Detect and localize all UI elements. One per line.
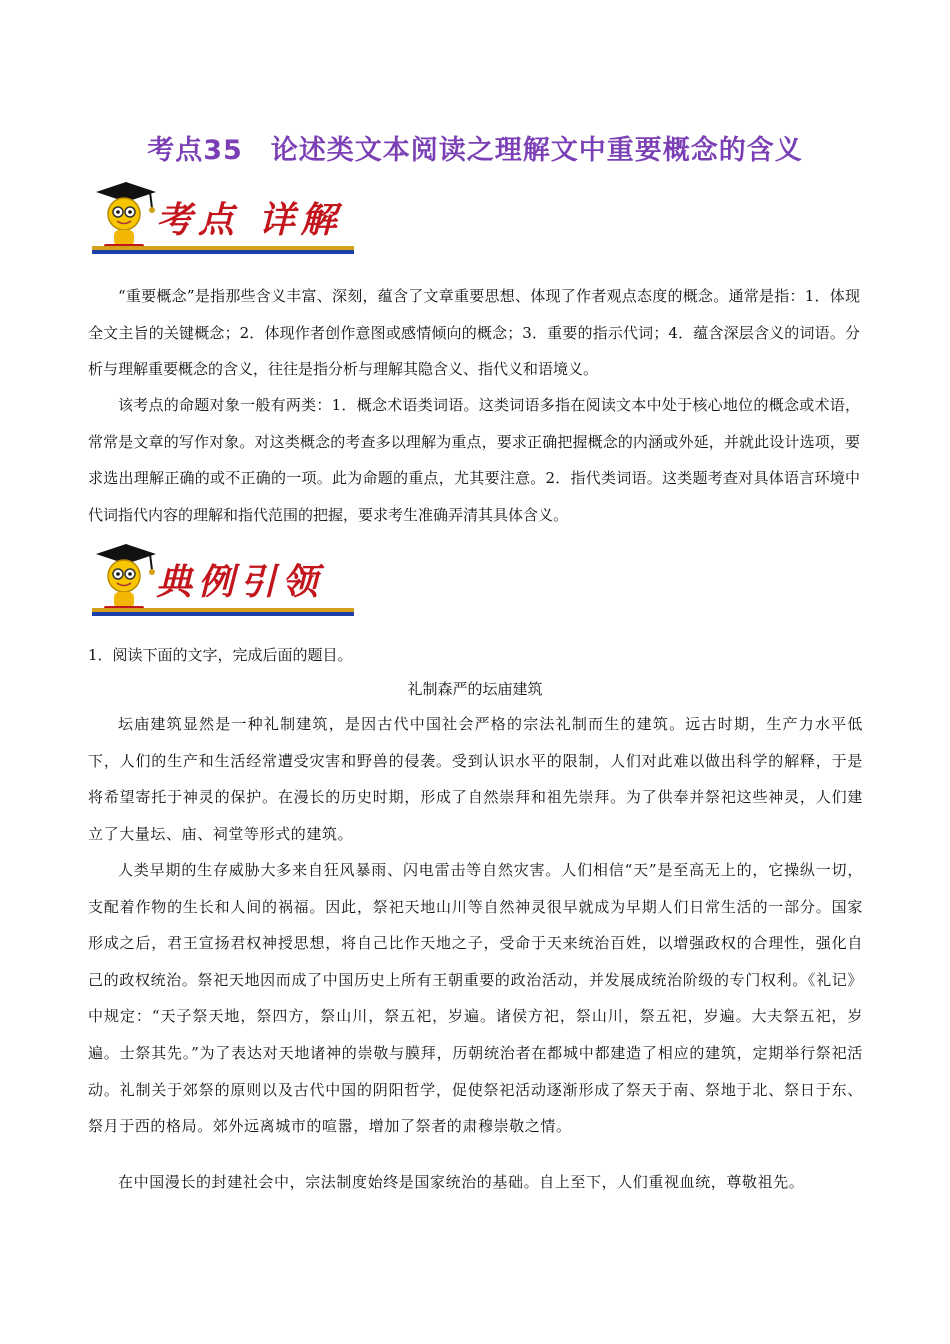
section-banner-dianli	[88, 540, 358, 624]
passage-paragraph: 在中国漫长的封建社会中，宗法制度始终是国家统治的基础。自上至下，人们重视血统，尊敬祖先。	[118, 1173, 805, 1191]
banner-rule-blue	[92, 250, 354, 254]
section-banner-kaodian	[88, 178, 358, 262]
question-prompt: 1．阅读下面的文字，完成后面的题目。	[88, 646, 353, 664]
passage-title: 礼制森严的坛庙建筑	[407, 680, 543, 698]
banner-heading: 典例引领	[156, 561, 325, 603]
banner-rule-blue	[92, 612, 354, 616]
passage-paragraph: 人类早期的生存威胁大多来自狂风暴雨、闪电雷击等自然灾害。人们相信“天”是至高无上的，它操纵一切，支配着作物的生长和人间的祸福。因此，祭祀天地山川等自然神灵很早就成为早期人们日常生活的一部分。国家形成之后，君王宣扬君权神授思想，将自己比作天地之子，受命于天来统治百姓，以增强政权的合理性，强化自己的政权统治。祭祀天地因而成了中国历史上所有王朝重要的政治活动，并发展成统治阶级的专门权利。《礼记》中规定：“天子祭天地，祭四方，祭山川，祭五祀，岁遍。诸侯方祀，祭山川，祭五祀，岁遍。大夫祭五祀，岁遍。士祭其先。”为了表达对天地诸神的崇敬与膜拜，历朝统治者在都城中都建造了相应的建筑，定期举行祭祀活动。礼制关于郊祭的原则以及古代中国的阴阳哲学，促使祭祀活动逐渐形成了祭天于南、祭地于北、祭日于东、祭月于西的格局。郊外远离城市的喧嚣，增加了祭者的肃穆崇敬之情。	[88, 861, 863, 1136]
page-title: 考点35 论述类文本阅读之理解文中重要概念的含义	[147, 135, 803, 166]
intro-paragraph: “重要概念”是指那些含义丰富、深刻，蕴含了文章重要思想、体现了作者观点态度的概念。通常是指：1．体现全文主旨的关键概念；2．体现作者创作意图或感情倾向的概念；3．重要的指示代词；4．蕴含深层含义的词语。分析与理解重要概念的含义，往往是指分析与理解其隐含义、指代义和语境义。	[88, 287, 860, 378]
intro-paragraph: 该考点的命题对象一般有两类：1．概念术语类词语。这类词语多指在阅读文本中处于核心地位的概念或术语，常常是文章的写作对象。对这类概念的考查多以理解为重点，要求正确把握概念的内涵或外延，并就此设计选项，要求选出理解正确的或不正确的一项。此为命题的重点，尤其要注意。2．指代类词语。这类题考查对具体语言环境中代词指代内容的理解和指代范围的把握，要求考生准确弄清其具体含义。	[88, 396, 860, 524]
banner-heading: 考点 详解	[156, 199, 343, 241]
passage-paragraph: 坛庙建筑显然是一种礼制建筑，是因古代中国社会严格的宗法礼制而生的建筑。远古时期，生产力水平低下，人们的生产和生活经常遭受灾害和野兽的侵袭。受到认识水平的限制，人们对此难以做出科学的解释，于是将希望寄托于神灵的保护。在漫长的历史时期，形成了自然崇拜和祖先崇拜。为了供奉并祭祀这些神灵，人们建立了大量坛、庙、祠堂等形式的建筑。	[88, 715, 863, 843]
